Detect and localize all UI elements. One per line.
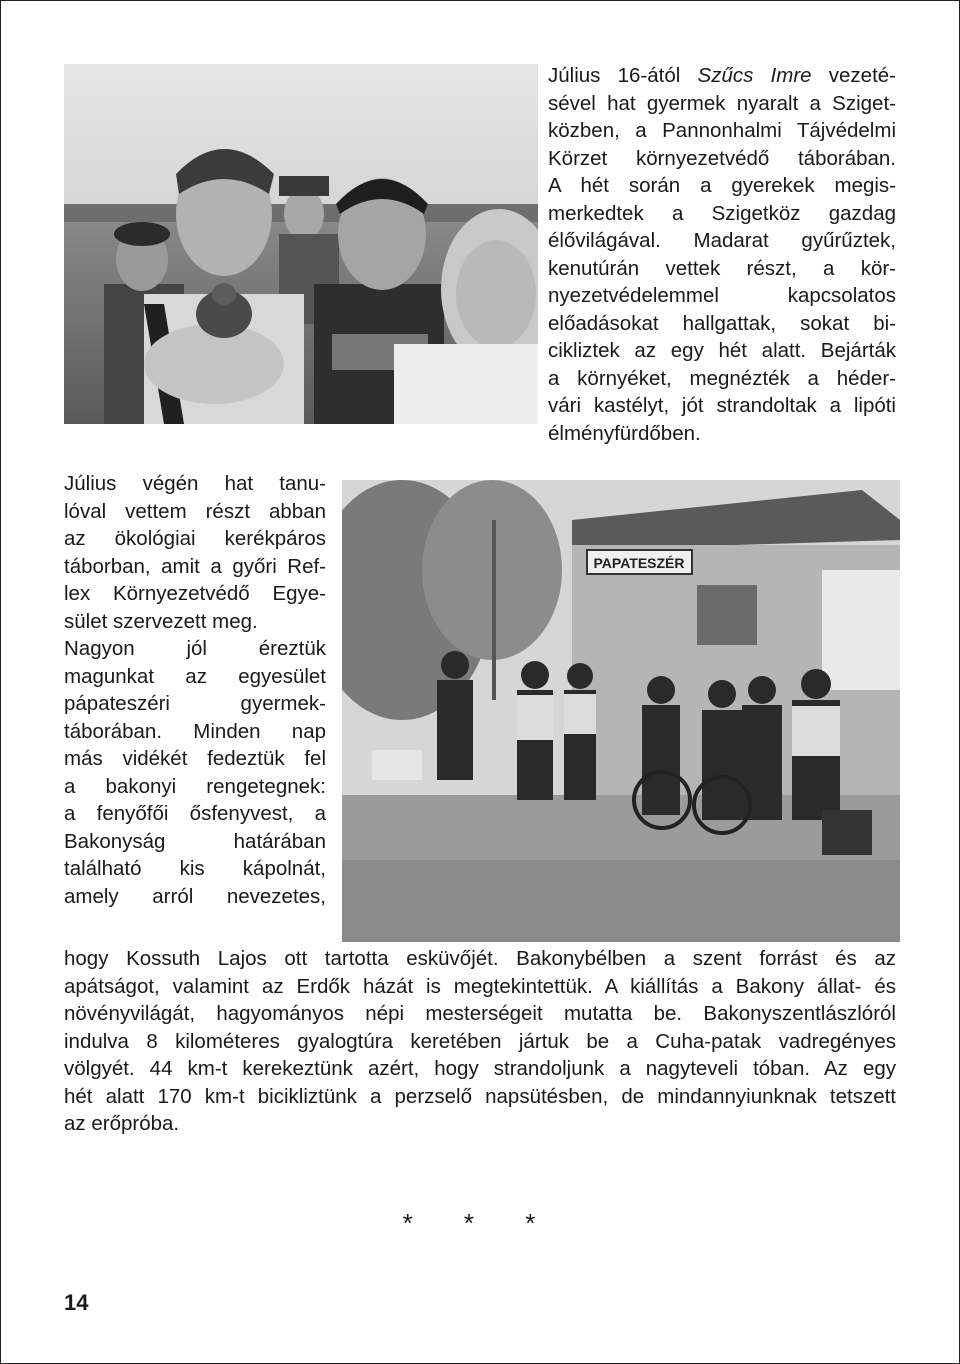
intro-paragraph bbox=[548, 62, 896, 447]
section-separator: * * * bbox=[402, 1208, 558, 1238]
text-line: Július végén hat tanu- bbox=[64, 472, 326, 495]
text-line: kenutúrán vettek részt, a kör- bbox=[548, 256, 896, 280]
text-line: az erőpróba. bbox=[64, 1112, 180, 1135]
text-line: hét alatt 170 km-t bicikliztünk a perzselő napsütésben, de mindannyiunknak tetszett bbox=[64, 1084, 896, 1108]
text-line: táborban, amit a győri Ref- bbox=[64, 554, 326, 578]
text-line: a környéket, megnézték a héder- bbox=[548, 366, 896, 390]
text-line: lóval vettem részt abban bbox=[64, 499, 326, 523]
person-name: Szűcs Imre bbox=[697, 64, 812, 87]
camp-paragraph-continued bbox=[64, 945, 896, 1138]
text-line: merkedtek a Szigetköz gazdag bbox=[548, 201, 896, 225]
text-line: amely arról nevezetes, bbox=[64, 884, 326, 908]
camp-paragraph bbox=[64, 470, 326, 910]
text-line: előadásokat hallgattak, sokat bi- bbox=[548, 311, 896, 335]
text-line: a fenyőfői ősfenyvest, a bbox=[64, 802, 326, 825]
text-line: Július 16-ától Szűcs Imre vezeté- bbox=[548, 64, 896, 87]
text-line: növényvilágát, hagyományos népi mesterségeit mutatta be. Bakonyszentlászlóról bbox=[64, 1002, 896, 1025]
text-line: más vidékét fedeztük fel bbox=[64, 747, 326, 770]
page-number: 14 bbox=[64, 1290, 89, 1315]
text-line: pápateszéri gyermek- bbox=[64, 692, 326, 715]
text-line: indulva 8 kilométeres gyalogtúra keretében jártuk be a Cuha-patak vadregényes bbox=[64, 1029, 896, 1053]
station-sign: PAPATESZÉR bbox=[593, 555, 685, 571]
text-line: vári kastélyt, jót strandoltak a lipóti bbox=[548, 394, 896, 417]
text-line: található kis kápolnát, bbox=[64, 857, 326, 880]
text-line: közben, a Pannonhalmi Tájvédelmi bbox=[548, 119, 896, 142]
text-line: völgyét. 44 km-t kerekeztünk azért, hogy strandoljunk a nagyteveli tóban. Az egy bbox=[64, 1057, 896, 1080]
text-line: magunkat az egyesület bbox=[64, 664, 326, 688]
photo-children-with-bird bbox=[64, 64, 538, 424]
text-line: élővilágával. Madarat gyűrűztek, bbox=[548, 229, 896, 252]
text-line: A hét során a gyerekek megis- bbox=[548, 174, 896, 197]
photo-group-at-station bbox=[342, 480, 900, 942]
text-line: Bakonyság határában bbox=[64, 829, 326, 853]
text-line: sület szervezett meg. bbox=[64, 609, 258, 633]
text-line: hogy Kossuth Lajos ott tartotta esküvőjét. Bakonybélben a szent forrást és az bbox=[64, 947, 896, 970]
text-line: Nagyon jól éreztük bbox=[64, 637, 326, 660]
text-line: nyezetvédelemmel kapcsolatos bbox=[548, 284, 896, 307]
text-line: apátságot, valamint az Erdők házát is megtekintettük. A kiállítás a Bakony állat- és bbox=[64, 974, 896, 998]
text-line: sével hat gyermek nyaralt a Sziget- bbox=[548, 91, 896, 115]
text-line: a bakonyi rengetegnek: bbox=[64, 774, 326, 798]
text-line: Körzet környezetvédő táborában. bbox=[548, 146, 896, 170]
text-line: lex Környezetvédő Egye- bbox=[64, 582, 326, 605]
text-line: az ökológiai kerékpáros bbox=[64, 527, 326, 550]
text-line: cikliztek az egy hét alatt. Bejárták bbox=[548, 339, 896, 362]
text-line: táborában. Minden nap bbox=[64, 719, 326, 743]
text-line: élményfürdőben. bbox=[548, 421, 701, 445]
